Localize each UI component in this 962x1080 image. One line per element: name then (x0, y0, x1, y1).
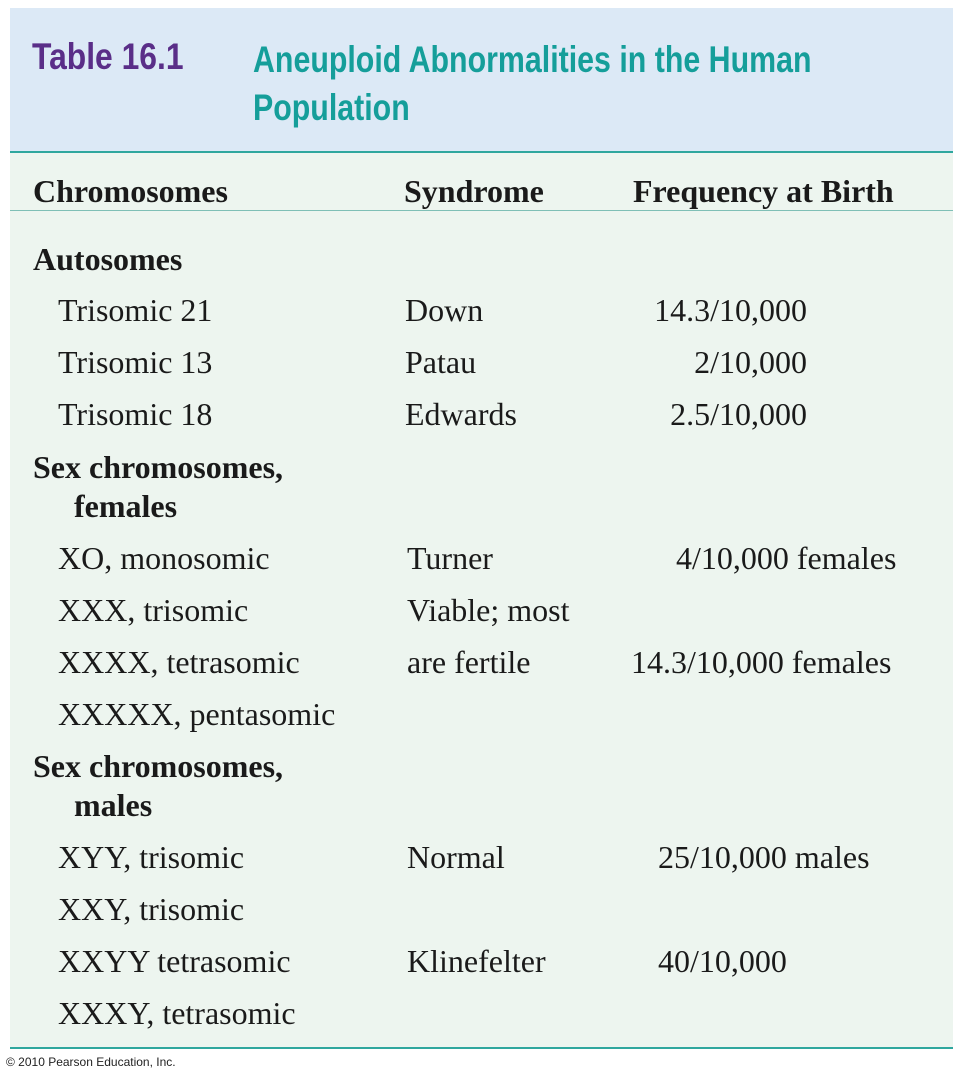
table-row-chromosomes: XXXX, tetrasomic (58, 644, 300, 680)
table-row-syndrome: Viable; most (407, 592, 570, 628)
table-row-chromosomes: XXXY, tetrasomic (58, 995, 296, 1031)
table-row-chromosomes: XXYY tetrasomic (58, 943, 291, 979)
column-header-syndrome: Syndrome (404, 173, 544, 209)
table-row-chromosomes: Trisomic 18 (58, 396, 213, 432)
table-row-chromosomes: XXX, trisomic (58, 592, 249, 628)
table-title-line-2: Population (253, 87, 410, 128)
table-title (253, 36, 812, 132)
group-label-females-line-1: Sex chromosomes, (33, 449, 284, 485)
table-row-frequency: 2.5/10,000 (670, 396, 807, 432)
title-band (10, 8, 953, 151)
header-divider (10, 210, 953, 211)
table-row-syndrome: Edwards (405, 396, 517, 432)
group-label-males-line-1: Sex chromosomes, (33, 748, 284, 784)
title-divider (10, 151, 953, 153)
table-row-chromosomes: XXXXX, pentasomic (58, 696, 336, 732)
table-row-frequency: 40/10,000 (658, 943, 787, 979)
table-number: Table 16.1 (32, 36, 184, 77)
column-header-chromosomes: Chromosomes (33, 173, 228, 209)
table-row-chromosomes: XXY, trisomic (58, 891, 245, 927)
table-row-chromosomes: Trisomic 21 (58, 292, 213, 328)
column-header-frequency: Frequency at Birth (633, 173, 894, 209)
group-label-males-line-2: males (74, 787, 153, 823)
table-row-syndrome: Turner (407, 540, 493, 576)
table-row-syndrome: are fertile (407, 644, 531, 680)
table-row-syndrome: Normal (407, 839, 505, 875)
table-row-frequency: 14.3/10,000 females (631, 644, 892, 680)
table-panel (10, 8, 953, 1049)
table-row-frequency: 2/10,000 (694, 344, 807, 380)
table-row-frequency: 14.3/10,000 (654, 292, 807, 328)
table-title-line-1: Aneuploid Abnormalities in the Human (253, 39, 812, 80)
group-label-females-line-2: females (74, 488, 178, 524)
copyright-notice: © 2010 Pearson Education, Inc. (6, 1055, 176, 1069)
table-row-chromosomes: XYY, trisomic (58, 839, 245, 875)
table-row-chromosomes: Trisomic 13 (58, 344, 213, 380)
table-bottom-rule (10, 1047, 953, 1049)
table-row-syndrome: Patau (405, 344, 477, 380)
table-row-frequency: 4/10,000 females (676, 540, 897, 576)
table-row-chromosomes: XO, monosomic (58, 540, 270, 576)
table-row-frequency: 25/10,000 males (658, 839, 870, 875)
table-row-syndrome: Klinefelter (407, 943, 546, 979)
table-row-syndrome: Down (405, 292, 484, 328)
group-label-autosomes: Autosomes (33, 241, 183, 277)
